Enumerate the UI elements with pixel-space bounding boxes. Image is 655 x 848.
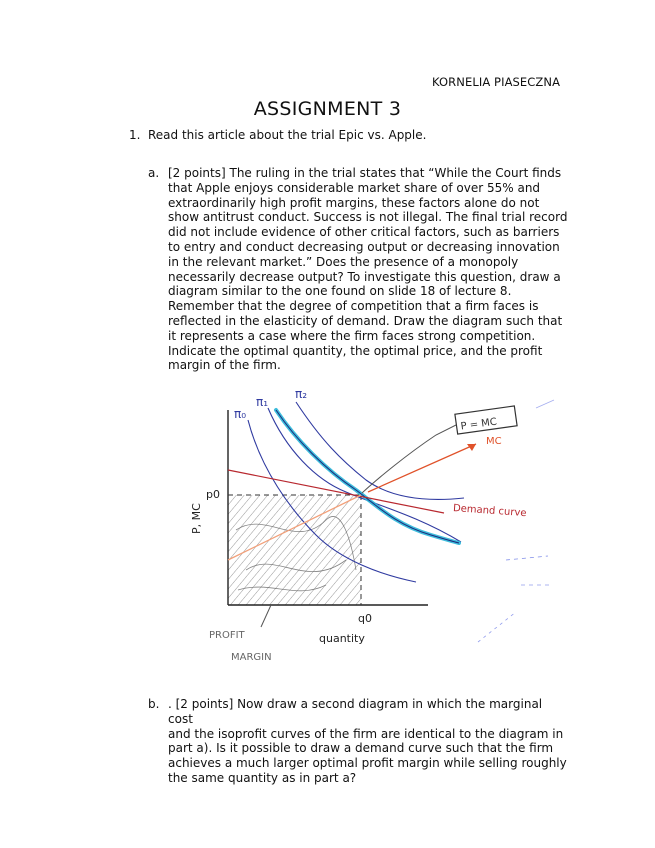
diagram-canvas (176, 380, 566, 675)
part-a-line: Indicate the optimal quantity, the optimal price, and the profit (168, 343, 543, 358)
pmc-box-label: P = MC (459, 416, 498, 433)
hand-drawn-diagram (176, 380, 566, 675)
stray-mark (478, 612, 516, 642)
assignment-title: ASSIGNMENT 3 (253, 98, 402, 120)
isoprofit-label-1: π₁ (256, 395, 269, 409)
part-a-line: diagram similar to the one found on slide 18 of lecture 8. (168, 284, 512, 299)
part-a-body (168, 166, 568, 373)
demand-label: Demand curve (452, 503, 527, 520)
isoprofit-label-0: π₀ (234, 407, 247, 421)
part-a-line: Remember that the degree of competition that a firm faces is (168, 299, 539, 314)
part-a-line: that Apple enjoys considerable market share of over 55% and (168, 180, 541, 195)
part-a-line: in the relevant market.” Does the presence of a monopoly (168, 254, 519, 269)
part-b-line: and the isoprofit curves of the firm are identical to the diagram in (168, 726, 564, 741)
part-b-line: achieves a much larger optimal profit margin while selling roughly (168, 756, 567, 771)
part-a-line: necessarily decrease output? To investigate this question, draw a (168, 269, 561, 284)
isoprofit-label-2: π₂ (295, 387, 308, 401)
part-a-line: extraordinarily high profit margins, these factors alone do not (168, 195, 540, 210)
profit-margin-label: PROFIT (209, 630, 245, 641)
part-a-line: it represents a case where the firm faces strong competition. (168, 328, 536, 343)
x-axis-label: quantity (319, 632, 365, 645)
part-b-line: . [2 points] Now draw a second diagram in which the marginal cost (168, 697, 543, 726)
part-b-line: part a). Is it possible to draw a demand curve such that the firm (168, 741, 554, 756)
part-a-line: to entry and conduct decreasing output or decreasing innovation (168, 239, 560, 254)
mc-arrow-line (368, 444, 476, 492)
part-b-line: the same quantity as in part a? (168, 770, 357, 785)
stray-mark (536, 400, 554, 408)
part-a-line: [2 points] The ruling in the trial states that “While the Court finds (168, 166, 562, 180)
part-a-line: margin of the firm. (168, 358, 281, 373)
question-text: Read this article about the trial Epic vs. Apple. (148, 128, 427, 142)
author-name: KORNELIA PIASECZNA (432, 75, 561, 89)
part-a-line: reflected in the elasticity of demand. Draw the diagram such that (168, 313, 563, 328)
part-a-marker: a. (148, 166, 160, 180)
price-label: p0 (206, 488, 220, 501)
part-a-line: did not include evidence of other critical factors, such as barriers (168, 225, 560, 240)
question-number: 1. (129, 128, 141, 142)
stray-mark (506, 556, 548, 560)
y-axis-label: P, MC (190, 503, 203, 534)
mc-label: MC (486, 436, 502, 447)
margin-pointer (261, 605, 271, 627)
isoprofit-curve-2 (296, 402, 464, 499)
part-a-line: show antitrust conduct. Success is not illegal. The final trial record (168, 210, 568, 225)
part-b-body (168, 697, 568, 786)
part-b-marker: b. (148, 697, 160, 711)
profit-margin-label: MARGIN (231, 652, 272, 663)
quantity-label: q0 (358, 612, 372, 625)
